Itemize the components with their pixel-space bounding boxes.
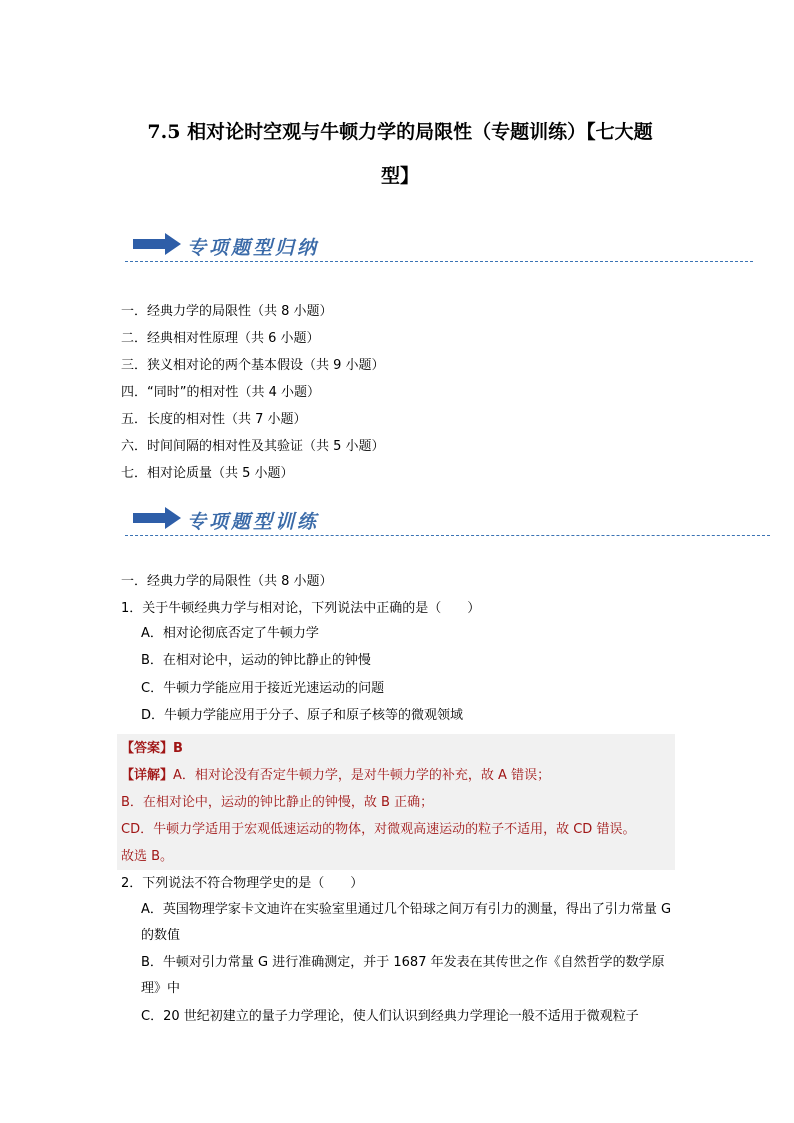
banner-title: 专项题型归纳 [187,237,320,259]
topic-item: 五．长度的相对性（共 7 小题） [121,412,307,427]
section-banner-summary [125,230,753,264]
document-title-line-2: 型】 [380,165,419,187]
question-1-option-a: A．相对论彻底否定了牛顿力学 [141,626,319,641]
explanation-line: B．在相对论中，运动的钟比静止的钟慢，故 B 正确； [121,795,434,810]
arrow-right-icon [133,507,181,529]
topic-item: 六．时间间隔的相对性及其验证（共 5 小题） [121,439,385,454]
topic-item: 一．经典力学的局限性（共 8 小题） [121,304,333,319]
explanation-line: 故选 B。 [121,849,174,864]
banner-title: 专项题型训练 [187,511,320,533]
question-1-stem: 1．关于牛顿经典力学与相对论，下列说法中正确的是（ ） [121,601,481,616]
question-2-option-c: C．20 世纪初建立的量子力学理论，使人们认识到经典力学理论一般不适用于微观粒子 [141,1009,639,1024]
banner-divider [125,261,753,262]
topic-item: 七．相对论质量（共 5 小题） [121,466,294,481]
question-1-option-b: B．在相对论中，运动的钟比静止的钟慢 [141,653,371,668]
topic-item: 三．狭义相对论的两个基本假设（共 9 小题） [121,358,385,373]
answer-explanation-box [117,734,675,870]
explanation-line: 【详解】A．相对论没有否定牛顿力学，是对牛顿力学的补充，故 A 错误； [121,768,551,783]
question-2-option-a: A．英国物理学家卡文迪许在实验室里通过几个铅球之间万有引力的测量，得出了引力常量 G 的数值 [141,902,672,943]
explanation-line: CD．牛顿力学适用于宏观低速运动的物体，对微观高速运动的粒子不适用，故 CD 错误。 [121,822,636,837]
topic-item: 二．经典相对性原理（共 6 小题） [121,331,320,346]
document-title-line-1: 7.5 相对论时空观与牛顿力学的局限性（专题训练）【七大题 [147,121,653,143]
section-heading: 一．经典力学的局限性（共 8 小题） [121,574,333,589]
section-banner-training [125,504,770,538]
explanation-label: 【详解】 [121,768,174,783]
topic-list [121,298,385,487]
answer-label: 【答案】B [121,741,183,756]
question-2-option-b: B．牛顿对引力常量 G 进行准确测定，并于 1687 年发表在其传世之作《自然哲学的数学原理》中 [141,955,665,996]
arrow-right-icon [133,233,181,255]
question-1-option-d: D．牛顿力学能应用于分子、原子和原子核等的微观领域 [141,708,464,723]
banner-divider [125,535,770,536]
topic-item: 四．“同时”的相对性（共 4 小题） [121,385,321,400]
question-2-stem: 2．下列说法不符合物理学史的是（ ） [121,876,364,891]
question-1-option-c: C．牛顿力学能应用于接近光速运动的问题 [141,681,385,696]
